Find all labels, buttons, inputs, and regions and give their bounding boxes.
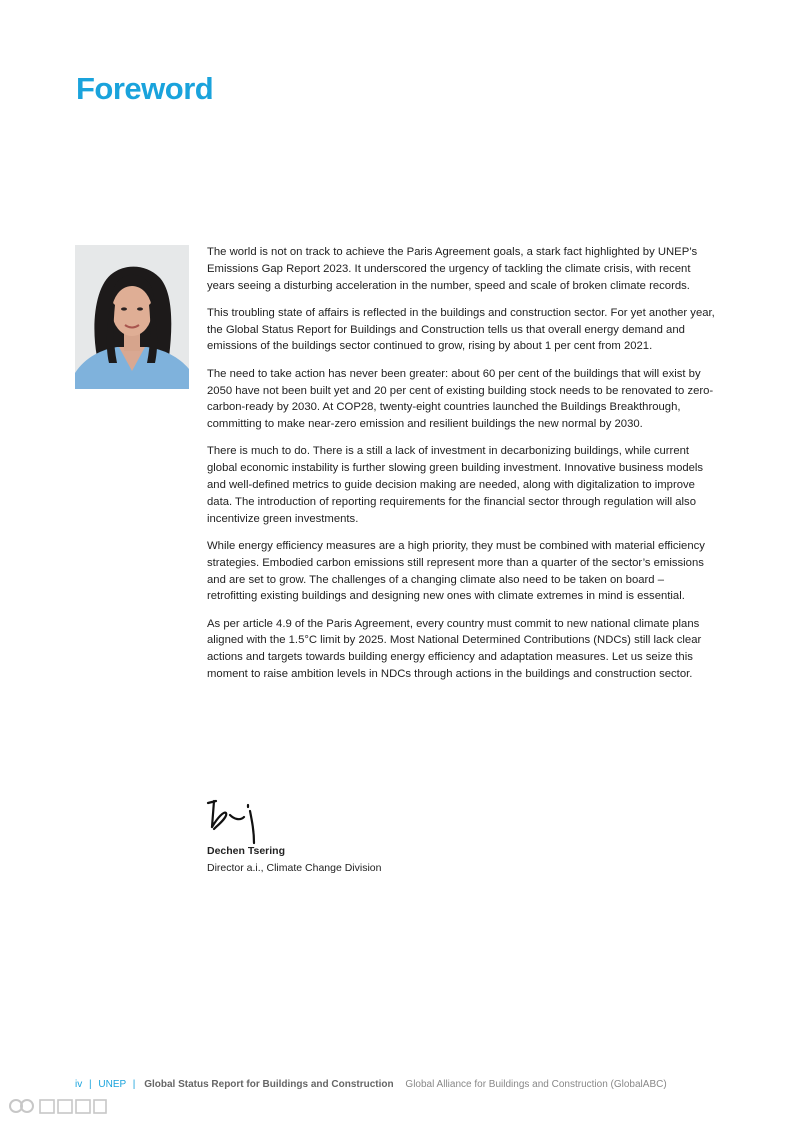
paragraph-4: There is much to do. There is a still a lack of investment in decarbonizing buildings, while current global economic instability is further slowing green building investment. Innovative business models and well-defined metrics to guide decision making are needed, along with digitalization to improve data. The introduction of reporting requirements for the financial sector through regulation will also incentivize green investments. — [207, 445, 704, 525]
signer-title: Director a.i., Climate Change Division — [207, 862, 382, 874]
footer-org: UNEP — [98, 1079, 127, 1090]
page-footer — [75, 1079, 667, 1090]
paragraph-6: As per article 4.9 of the Paris Agreement, every country must commit to new national climate plans aligned with the 1.5°C limit by 2025. Most National Determined Contributions (NDCs) still lack clear actions and targets towards building energy efficiency and adaptation measures. Let us seize this moment to raise ambition levels in NDCs through actions in the buildings and construction sector. — [207, 617, 702, 681]
page-title: Foreword — [76, 71, 214, 106]
signer-name: Dechen Tsering — [207, 845, 285, 857]
portrait-photo — [75, 245, 189, 389]
paragraph-3: The need to take action has never been greater: about 60 per cent of the buildings that will exist by 2050 have not been built yet and 20 per cent of existing building stock needs to be renovated to zero-carbon-ready by 2030. At COP28, twenty-eight countries launched the Buildings Breakthrough, committing to make near-zero emission and resilient buildings the new normal by 2030. — [207, 367, 714, 431]
paragraph-1: The world is not on track to achieve the Paris Agreement goals, a stark fact highlighted by UNEP’s Emissions Gap Report 2023. It underscored the urgency of tackling the climate crisis, with recent years seeing a disturbing acceleration in the number, speed and scale of broken climate records. — [207, 246, 698, 292]
footer-alliance: Global Alliance for Buildings and Construction (GlobalABC) — [405, 1079, 667, 1090]
signature-image — [204, 797, 264, 845]
footer-page-number: iv — [75, 1079, 83, 1090]
paragraph-5: While energy efficiency measures are a high priority, they must be combined with material efficiency strategies. Embodied carbon emissions still represent more than a quarter of the sector’s emissions and are set to grow. The challenges of a changing climate also need to be taken on board – retrofitting existing buildings and designing new ones with climate extremes in mind is essential. — [207, 539, 705, 603]
paragraph-2: This troubling state of affairs is reflected in the buildings and construction sector. For yet another year, the Global Status Report for Buildings and Construction tells us that overall energy demand and emissions of the buildings sector continued to grow, rising by about 1 per cent from 2021. — [207, 306, 715, 353]
footer-separator: | — [89, 1079, 92, 1090]
footer-report-title: Global Status Report for Buildings and Construction — [144, 1079, 394, 1090]
watermark-logo — [8, 1094, 108, 1118]
footer-separator: | — [132, 1079, 136, 1090]
foreword-body — [207, 244, 715, 693]
